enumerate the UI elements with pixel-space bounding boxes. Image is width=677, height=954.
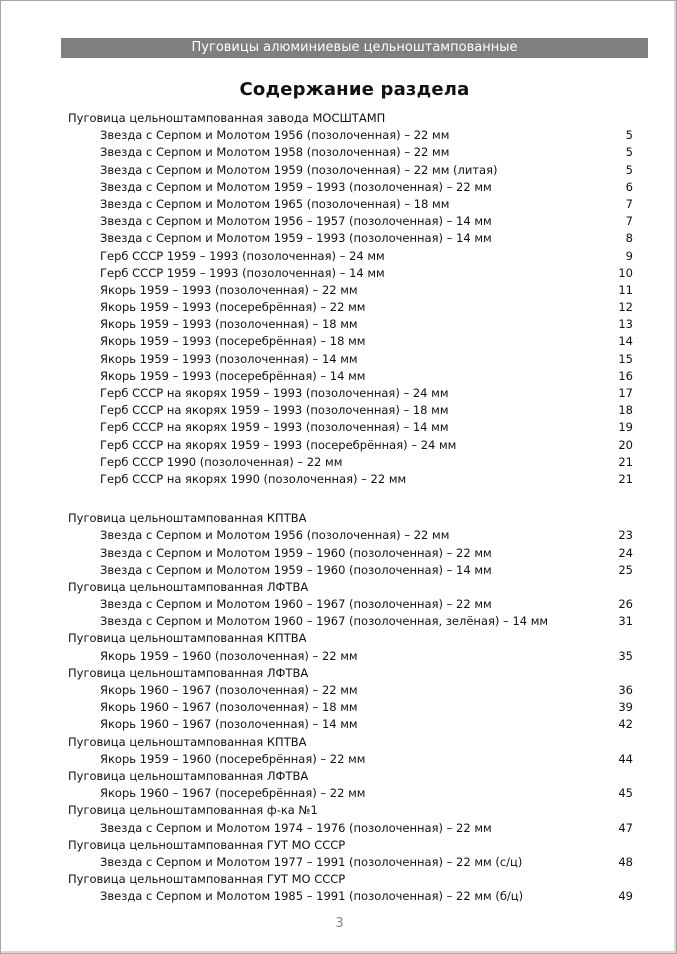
toc-entry bbox=[1, 527, 677, 544]
toc-entry-label: Звезда с Серпом и Молотом 1965 (позолоченная) – 18 мм bbox=[100, 196, 450, 211]
toc-entry-label: Звезда с Серпом и Молотом 1974 – 1976 (позолоченная) – 22 мм bbox=[100, 820, 492, 835]
toc-entry-label: Якорь 1959 – 1993 (посеребрённая) – 18 мм bbox=[100, 334, 366, 349]
toc-entry-label: Герб СССР на якорях 1959 – 1993 (позолоченная) – 24 мм bbox=[100, 386, 449, 400]
toc-entry-page: 5 bbox=[625, 162, 633, 177]
toc-entry-label: Герб СССР на якорях 1990 (позолоченная) – 22 мм bbox=[100, 471, 407, 486]
toc-entry-label: Якорь 1959 – 1993 (посеребрённая) – 14 мм bbox=[100, 368, 366, 383]
toc-entry bbox=[1, 716, 677, 733]
toc-entry-page: 25 bbox=[618, 562, 633, 577]
toc-entry-label: Звезда с Серпом и Молотом 1959 – 1960 (позолоченная) – 22 мм bbox=[100, 545, 492, 560]
toc-entry bbox=[1, 699, 677, 716]
toc-entry-label: Звезда с Серпом и Молотом 1977 – 1991 (позолоченная) – 22 мм (с/ц) bbox=[100, 854, 523, 869]
toc-entry bbox=[1, 316, 677, 333]
toc-entry bbox=[1, 368, 677, 385]
toc-entry-page: 35 bbox=[618, 648, 633, 663]
toc-entry bbox=[1, 471, 677, 488]
toc-entry bbox=[1, 144, 677, 161]
toc-entry-page: 45 bbox=[618, 786, 633, 801]
toc-group-heading bbox=[1, 734, 677, 751]
toc-entry-label: Якорь 1959 – 1960 (позолоченная) – 22 мм bbox=[100, 648, 358, 663]
toc-group-label: Пуговица цельноштампованная ЛФТВА bbox=[68, 579, 309, 594]
toc-entry-label: Якорь 1959 – 1993 (позолоченная) – 22 мм bbox=[100, 282, 358, 297]
toc-entry-page: 21 bbox=[618, 471, 633, 486]
toc-group-heading bbox=[1, 630, 677, 647]
toc-entry-label: Герб СССР на якорях 1959 – 1993 (посеребрённая) – 24 мм bbox=[100, 437, 457, 452]
toc-group-heading bbox=[1, 837, 677, 854]
toc-entry-label: Звезда с Серпом и Молотом 1959 – 1993 (позолоченная) – 22 мм bbox=[100, 179, 492, 194]
toc-entry bbox=[1, 351, 677, 368]
toc-group-label: Пуговица цельноштампованная ЛФТВА bbox=[68, 665, 309, 680]
toc-entry bbox=[1, 196, 677, 213]
toc-entry-page: 14 bbox=[618, 334, 633, 349]
toc-entry-page: 6 bbox=[625, 179, 633, 194]
toc-entry bbox=[1, 785, 677, 802]
toc-group-label: Пуговица цельноштампованная ф-ка №1 bbox=[68, 803, 318, 818]
toc-entry-label: Якорь 1960 – 1967 (позолоченная) – 22 мм bbox=[100, 683, 358, 697]
toc-entry-page: 23 bbox=[618, 528, 633, 543]
toc-entry-label: Герб СССР 1990 (позолоченная) – 22 мм bbox=[100, 454, 343, 469]
toc-entry bbox=[1, 213, 677, 230]
toc-entry bbox=[1, 333, 677, 350]
toc-entry-label: Якорь 1960 – 1967 (посеребрённая) – 22 мм bbox=[100, 786, 366, 801]
toc-entry-label: Звезда с Серпом и Молотом 1956 (позолоченная) – 22 мм bbox=[100, 528, 450, 543]
page-number: 3 bbox=[335, 916, 344, 931]
toc-entry-label: Герб СССР 1959 – 1993 (позолоченная) – 14 мм bbox=[100, 265, 385, 280]
toc-entry bbox=[1, 248, 677, 265]
toc-entry-label: Якорь 1959 – 1993 (позолоченная) – 14 мм bbox=[100, 351, 358, 366]
toc-entry bbox=[1, 596, 677, 613]
toc-entry-page: 5 bbox=[625, 128, 633, 143]
toc-entry-page: 49 bbox=[618, 889, 633, 904]
toc-entry bbox=[1, 127, 677, 144]
toc-entry bbox=[1, 545, 677, 562]
toc-entry-label: Якорь 1959 – 1993 (позолоченная) – 18 мм bbox=[100, 317, 358, 332]
toc-group-label: Пуговица цельноштампованная КПТВА bbox=[68, 734, 307, 749]
table-of-contents bbox=[1, 110, 677, 905]
page-title: Содержание раздела bbox=[239, 79, 470, 100]
toc-group-label: Пуговица цельноштампованная ГУТ МО СССР bbox=[68, 837, 346, 852]
toc-entry bbox=[1, 613, 677, 630]
toc-entry-label: Звезда с Серпом и Молотом 1958 (позолоченная) – 22 мм bbox=[100, 145, 450, 160]
toc-entry bbox=[1, 419, 677, 436]
toc-entry-label: Герб СССР на якорях 1959 – 1993 (позолоченная) – 14 мм bbox=[100, 420, 449, 435]
toc-group-label: Пуговица цельноштампованная завода МОСШТАМП bbox=[68, 111, 386, 125]
toc-group-heading bbox=[1, 510, 677, 527]
toc-entry-page: 20 bbox=[618, 437, 633, 452]
toc-group-heading bbox=[1, 768, 677, 785]
toc-group-label: Пуговица цельноштампованная КПТВА bbox=[68, 511, 307, 526]
toc-entry bbox=[1, 179, 677, 196]
toc-entry-label: Звезда с Серпом и Молотом 1956 (позолоченная) – 22 мм bbox=[100, 128, 450, 143]
toc-entry-label: Якорь 1959 – 1960 (посеребрённая) – 22 мм bbox=[100, 751, 366, 766]
toc-entry bbox=[1, 282, 677, 299]
toc-group-label: Пуговица цельноштампованная ЛФТВА bbox=[68, 768, 309, 783]
toc-entry-label: Звезда с Серпом и Молотом 1985 – 1991 (позолоченная) – 22 мм (б/ц) bbox=[100, 889, 524, 904]
toc-entry bbox=[1, 562, 677, 579]
toc-entry-page: 47 bbox=[618, 820, 633, 835]
toc-entry-label: Звезда с Серпом и Молотом 1960 – 1967 (позолоченная) – 22 мм bbox=[100, 597, 492, 612]
toc-group-label: Пуговица цельноштампованная КПТВА bbox=[68, 631, 307, 646]
toc-entry-page: 36 bbox=[618, 683, 633, 697]
toc-entry-page: 10 bbox=[618, 265, 633, 280]
toc-entry-label: Звезда с Серпом и Молотом 1959 (позолоченная) – 22 мм (литая) bbox=[100, 162, 498, 177]
toc-group-heading bbox=[1, 665, 677, 682]
toc-entry-page: 26 bbox=[618, 597, 633, 612]
toc-entry bbox=[1, 820, 677, 837]
toc-entry-page: 8 bbox=[625, 231, 633, 246]
toc-entry-page: 48 bbox=[618, 854, 633, 869]
toc-entry-page: 15 bbox=[618, 351, 633, 366]
toc-entry bbox=[1, 230, 677, 247]
toc-entry-label: Якорь 1960 – 1967 (позолоченная) – 14 мм bbox=[100, 717, 358, 732]
toc-entry bbox=[1, 854, 677, 871]
toc-entry-page: 31 bbox=[618, 614, 633, 629]
toc-spacer bbox=[1, 488, 677, 510]
toc-entry-label: Герб СССР 1959 – 1993 (позолоченная) – 24 мм bbox=[100, 248, 385, 263]
toc-entry-label: Якорь 1959 – 1993 (посеребрённая) – 22 мм bbox=[100, 300, 366, 315]
toc-entry-label: Звезда с Серпом и Молотом 1960 – 1967 (позолоченная, зелёная) – 14 мм bbox=[100, 614, 549, 629]
toc-entry bbox=[1, 402, 677, 419]
toc-entry-page: 18 bbox=[618, 403, 633, 418]
toc-entry-page: 24 bbox=[618, 545, 633, 560]
toc-entry-page: 13 bbox=[618, 317, 633, 332]
toc-entry-page: 7 bbox=[625, 214, 633, 229]
toc-entry-page: 17 bbox=[618, 386, 633, 400]
toc-entry bbox=[1, 682, 677, 699]
toc-entry-label: Звезда с Серпом и Молотом 1959 – 1960 (позолоченная) – 14 мм bbox=[100, 562, 492, 577]
toc-entry bbox=[1, 751, 677, 768]
toc-entry-page: 12 bbox=[618, 300, 633, 315]
toc-entry-page: 7 bbox=[625, 196, 633, 211]
toc-entry-page: 5 bbox=[625, 145, 633, 160]
toc-group-heading bbox=[1, 871, 677, 888]
toc-entry-label: Звезда с Серпом и Молотом 1956 – 1957 (позолоченная) – 14 мм bbox=[100, 214, 492, 229]
toc-entry-page: 11 bbox=[618, 282, 633, 297]
toc-entry bbox=[1, 648, 677, 665]
toc-entry bbox=[1, 454, 677, 471]
toc-group-heading bbox=[1, 802, 677, 819]
toc-entry-page: 19 bbox=[618, 420, 633, 435]
toc-entry bbox=[1, 437, 677, 454]
toc-entry bbox=[1, 385, 677, 402]
toc-entry-page: 16 bbox=[618, 368, 633, 383]
toc-entry bbox=[1, 265, 677, 282]
toc-entry-page: 21 bbox=[618, 454, 633, 469]
toc-entry-label: Звезда с Серпом и Молотом 1959 – 1993 (позолоченная) – 14 мм bbox=[100, 231, 492, 246]
toc-entry bbox=[1, 888, 677, 905]
toc-entry-page: 39 bbox=[618, 700, 633, 715]
toc-entry-page: 44 bbox=[618, 751, 633, 766]
toc-entry-page: 42 bbox=[618, 717, 633, 732]
section-banner: Пуговицы алюминиевые цельноштампованные bbox=[61, 38, 648, 58]
toc-entry bbox=[1, 299, 677, 316]
toc-group-heading bbox=[1, 579, 677, 596]
toc-entry bbox=[1, 162, 677, 179]
toc-entry-label: Якорь 1960 – 1967 (позолоченная) – 18 мм bbox=[100, 700, 358, 715]
toc-group-label: Пуговица цельноштампованная ГУТ МО СССР bbox=[68, 872, 346, 887]
toc-entry-page: 9 bbox=[625, 248, 633, 263]
toc-entry-label: Герб СССР на якорях 1959 – 1993 (позолоченная) – 18 мм bbox=[100, 403, 449, 418]
toc-group-heading bbox=[1, 110, 677, 127]
